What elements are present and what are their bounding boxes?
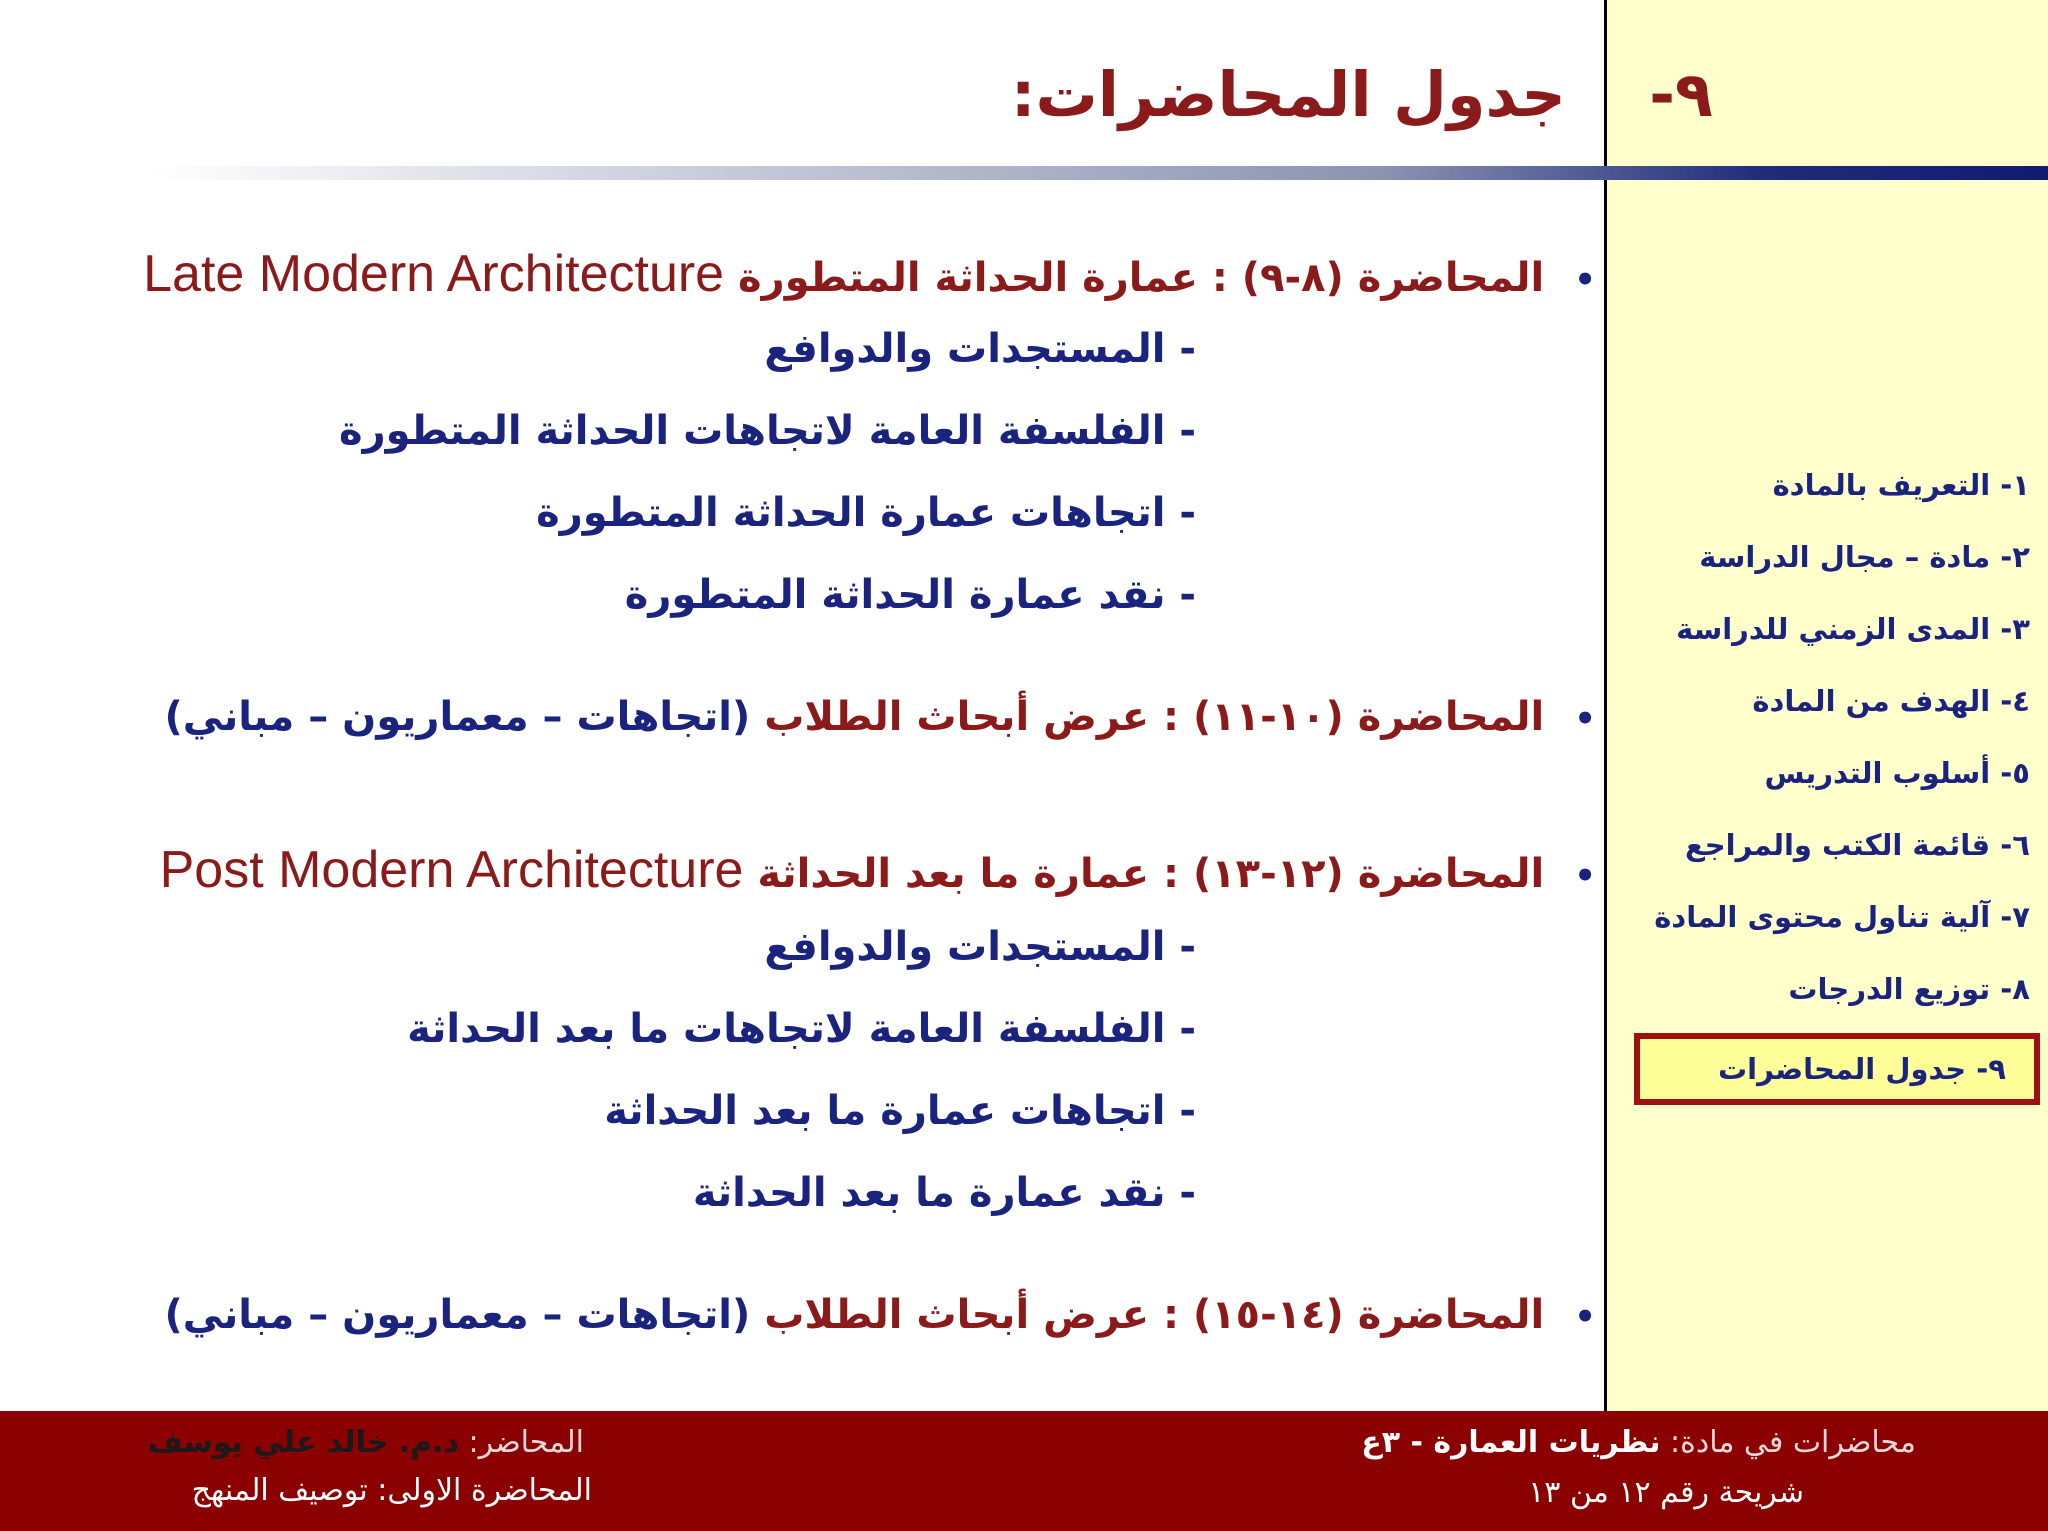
footer-slide-info: شريحة رقم ١٢ من ١٣ (1528, 1475, 1804, 1510)
bullet-icon: • (1574, 856, 1596, 896)
footer-lecturer-label: المحاضر: (459, 1425, 584, 1460)
lecture-topic: عرض أبحاث الطلاب (764, 1292, 1150, 1338)
vertical-divider (1604, 0, 1607, 1411)
bullet-icon: • (1574, 1297, 1596, 1337)
lecture-label: المحاضرة (٨-٩) : (1197, 255, 1545, 301)
bullet-icon: • (1574, 260, 1596, 300)
lecture-english-title: Late Modern Architecture (143, 245, 725, 303)
lecture-topic: عمارة ما بعد الحداثة (757, 851, 1150, 897)
lecture-item-1 (143, 244, 1596, 304)
sidebar-item-study-duration[interactable]: ٣- المدى الزمني للدراسة (1676, 612, 2030, 646)
footer-course (1361, 1425, 1916, 1460)
lecture-item-3 (160, 840, 1596, 900)
footer-course-name: نظريات العمارة - ٣ع (1361, 1425, 1661, 1460)
sidebar-item-lecture-schedule[interactable]: ٩- جدول المحاضرات (1718, 1052, 2006, 1086)
lecture-1-subitem: - اتجاهات عمارة الحداثة المتطورة (536, 490, 1196, 536)
sidebar-item-course-goal[interactable]: ٤- الهدف من المادة (1752, 684, 2030, 718)
footer-lecturer (148, 1425, 584, 1460)
lecture-1-subitem: - نقد عمارة الحداثة المتطورة (624, 572, 1196, 618)
sidebar-item-teaching-method[interactable]: ٥- أسلوب التدريس (1764, 756, 2030, 790)
lecture-3-subitem: - الفلسفة العامة لاتجاهات ما بعد الحداثة (407, 1006, 1196, 1052)
footer-lecturer-name: د.م. خالد علي يوسف (147, 1425, 459, 1460)
sidebar-item-course-definition[interactable]: ١- التعريف بالمادة (1772, 468, 2030, 502)
lecture-english-title: Post Modern Architecture (159, 841, 744, 899)
lecture-1-subitem: - الفلسفة العامة لاتجاهات الحداثة المتطورة (339, 408, 1196, 454)
lecture-item-2 (164, 694, 1596, 740)
lecture-3-subitem: - اتجاهات عمارة ما بعد الحداثة (604, 1088, 1196, 1134)
lecture-label: المحاضرة (١٢-١٣) : (1149, 851, 1545, 897)
title-underline (150, 166, 2048, 180)
lecture-1-subitem: - المستجدات والدوافع (764, 326, 1196, 372)
section-number: ٩- (1649, 58, 1713, 131)
lecture-label: المحاضرة (١٠-١١) : (1149, 694, 1545, 740)
lecture-label: المحاضرة (١٤-١٥) : (1149, 1292, 1545, 1338)
footer-lecture-info: المحاضرة الاولى: توصيف المنهج (191, 1473, 592, 1508)
sidebar-item-content-approach[interactable]: ٧- آلية تناول محتوى المادة (1654, 900, 2030, 934)
lecture-detail: (اتجاهات – معماريون – مباني) (164, 694, 765, 740)
bullet-icon: • (1574, 699, 1596, 739)
lecture-schedule (48, 240, 1596, 1338)
footer-course-label: محاضرات في مادة: (1660, 1425, 1916, 1460)
lecture-3-subitem: - نقد عمارة ما بعد الحداثة (692, 1170, 1196, 1216)
lecture-topic: عرض أبحاث الطلاب (764, 694, 1150, 740)
sidebar-item-references[interactable]: ٦- قائمة الكتب والمراجع (1684, 828, 2030, 862)
lecture-topic: عمارة الحداثة المتطورة (738, 255, 1198, 301)
lecture-item-4 (164, 1292, 1596, 1338)
lecture-detail: (اتجاهات – معماريون – مباني) (164, 1292, 765, 1338)
sidebar-item-study-field[interactable]: ٢- مادة – مجال الدراسة (1699, 540, 2030, 574)
page-title: جدول المحاضرات: (1010, 58, 1566, 131)
sidebar-item-grade-distribution[interactable]: ٨- توزيع الدرجات (1788, 972, 2030, 1006)
lecture-3-subitem: - المستجدات والدوافع (764, 924, 1196, 970)
footer-bar (0, 1411, 2048, 1531)
